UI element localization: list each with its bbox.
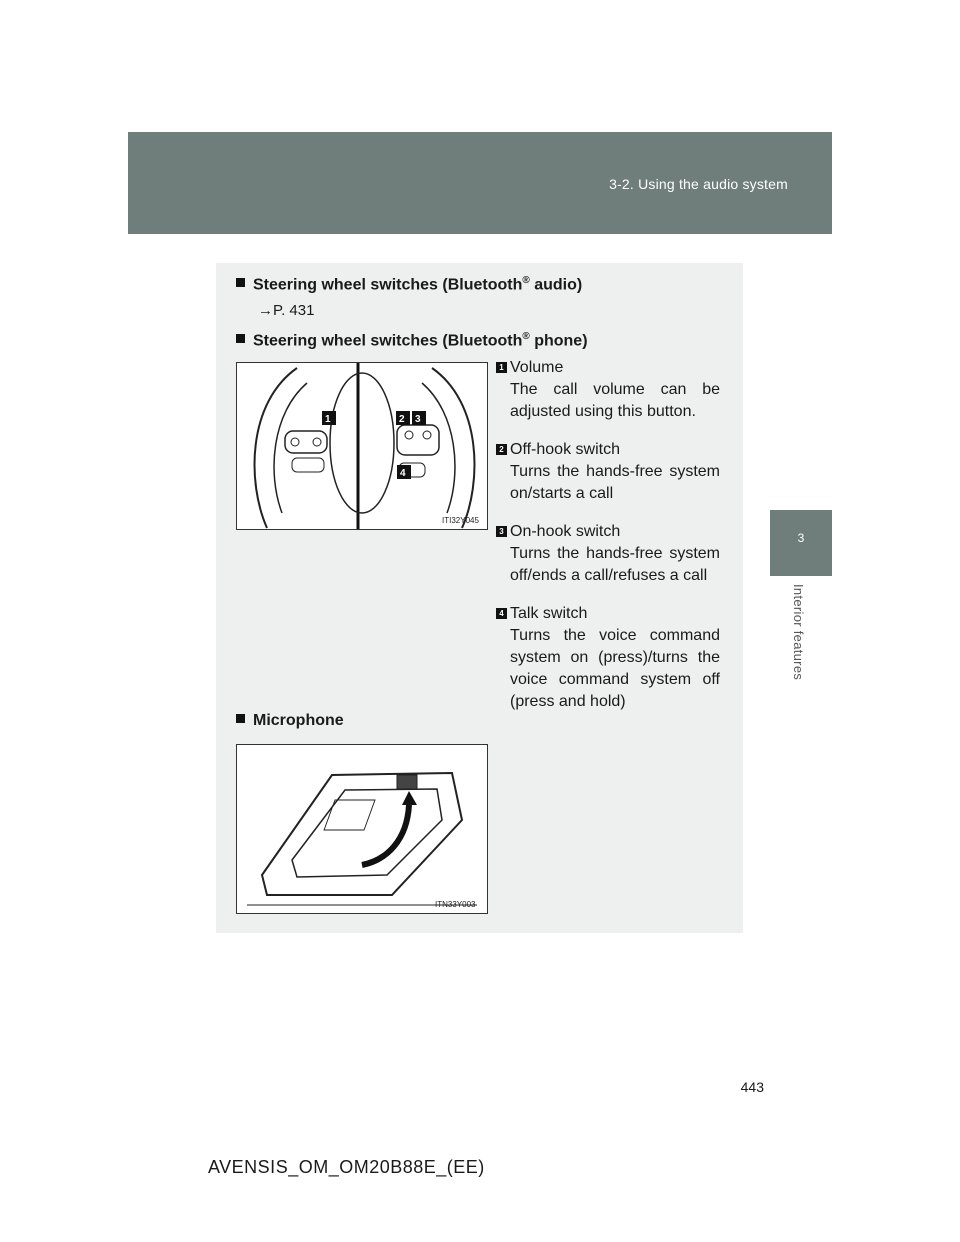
microphone-heading: Microphone — [236, 712, 344, 730]
content-box — [216, 263, 743, 933]
callout-off-hook — [496, 439, 720, 505]
chapter-tab — [770, 510, 832, 576]
callout-number-1: 1 — [496, 362, 507, 373]
audio-heading: Steering wheel switches (Bluetooth® audio) — [236, 275, 582, 294]
header-band — [128, 132, 832, 234]
callout-number-2: 2 — [496, 444, 507, 455]
square-bullet-icon — [236, 334, 245, 343]
callout-title: Volume — [510, 359, 564, 376]
svg-text:2: 2 — [399, 414, 405, 425]
microphone-illustration — [237, 745, 487, 913]
audio-page-reference[interactable]: →P. 431 — [258, 302, 315, 319]
callout-desc: The call volume can be adjusted using this button. — [510, 381, 720, 420]
callout-desc: Turns the hands-free system off/ends a call/refuses a call — [510, 545, 720, 584]
svg-text:ITN33Y003: ITN33Y003 — [435, 900, 476, 909]
callout-list — [496, 357, 720, 729]
chapter-label: Interior features — [791, 584, 806, 681]
callout-number-3: 3 — [496, 526, 507, 537]
callout-title: Talk switch — [510, 605, 588, 622]
steering-wheel-illustration — [237, 363, 487, 529]
svg-text:3: 3 — [415, 414, 421, 425]
callout-talk — [496, 603, 720, 713]
svg-text:1: 1 — [325, 414, 331, 425]
phone-heading: Steering wheel switches (Bluetooth® phone) — [236, 331, 588, 350]
svg-text:4: 4 — [400, 468, 406, 479]
callout-volume — [496, 357, 720, 423]
section-title: 3-2. Using the audio system — [609, 176, 788, 192]
page-number: 443 — [740, 1079, 764, 1095]
callout-number-4: 4 — [496, 608, 507, 619]
callout-desc: Turns the hands-free system on/starts a call — [510, 463, 720, 502]
callout-on-hook — [496, 521, 720, 587]
steering-wheel-figure — [236, 362, 488, 530]
callout-title: On-hook switch — [510, 523, 621, 540]
svg-text:ITI32Y045: ITI32Y045 — [442, 516, 479, 525]
callout-desc: Turns the voice command system on (press)/turns the voice command system off (press and hold) — [510, 627, 720, 710]
document-code: AVENSIS_OM_OM20B88E_(EE) — [208, 1157, 485, 1177]
square-bullet-icon — [236, 278, 245, 287]
chapter-number: 3 — [797, 531, 805, 545]
callout-title: Off-hook switch — [510, 441, 620, 458]
square-bullet-icon — [236, 714, 245, 723]
microphone-figure — [236, 744, 488, 914]
